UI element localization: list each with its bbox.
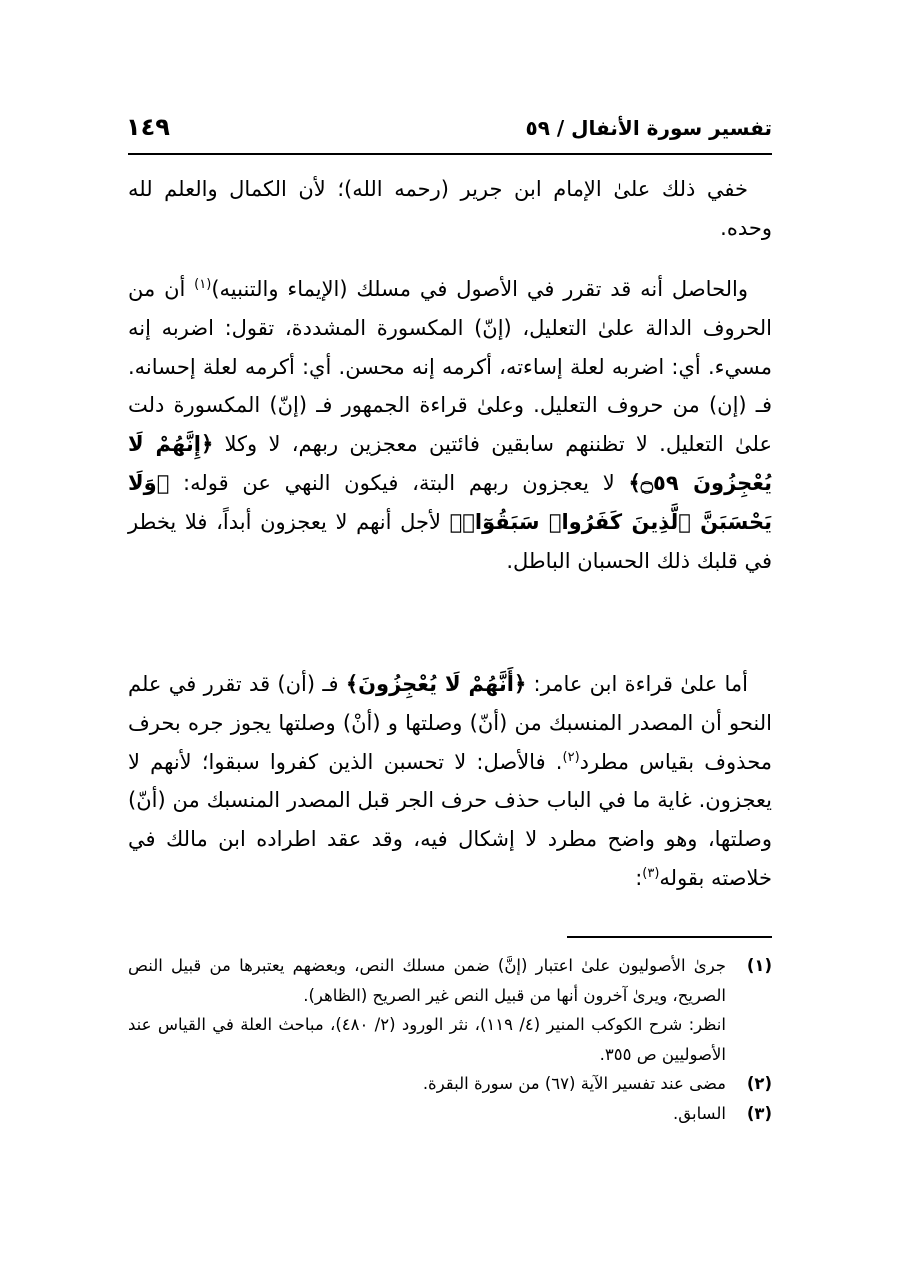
text-run: . فالأصل: لا تحسبن الذين كفروا سبقوا؛ لأنهم لا يعجزون. غاية ما في الباب حذف حرف الجر قبل المصدر المنسبك من (أنّ) وصلتها، وهو واضح مطرد لا إشكال فيه، وقد عقد اطراده ابن مالك في خلاصته بقوله (128, 749, 772, 890)
paragraph-2 (128, 270, 772, 580)
text-run: والحاصل أنه قد تقرر في الأصول في مسلك (الإيماء والتنبيه) (211, 277, 748, 301)
text-run: خفي ذلك علىٰ الإمام ابن جرير (رحمه الله)؛ لأن الكمال والعلم لله وحده. (128, 177, 772, 240)
paragraph-1 (128, 170, 772, 248)
footnote-number: (٢) (746, 1074, 772, 1093)
footnote-reference: انظر: شرح الكوكب المنير (٤/ ١١٩)، نثر الورود (٢/ ٤٨٠)، مباحث العلة في القياس عند الأصوليين ص ٣٥٥. (128, 1015, 726, 1064)
paragraph-3 (128, 665, 772, 898)
text-run: لأجل أنهم لا يعجزون أبداً، فلا يخطر في قلبك ذلك الحسبان الباطل. (128, 509, 772, 573)
footnote-number: (١) (746, 956, 772, 975)
footnote-text: مضى عند تفسير الآية (٦٧) من سورة البقرة. (422, 1074, 726, 1093)
footnote-3 (128, 1099, 772, 1129)
quran-quote: ﴿أَنَّهُمْ لَا يُعْجِزُونَ﴾ (345, 672, 527, 696)
footnote-marker: (٣) (642, 865, 660, 881)
footnote-marker: (٢) (562, 749, 580, 765)
text-run: أن من الحروف الدالة علىٰ التعليل، (إنّ) المكسورة المشددة، تقول: اضربه إنه مسيء. أي: اضربه لعلة إساءته، أكرمه إنه محسن. أي: أكرمه لعلة إحسانه. فـ (إن) من حروف التعليل. وعلىٰ قراءة الجمهور فـ (إنّ) المكسورة دلت علىٰ التعليل. لا تظننهم سابقين فائتين معجزين ربهم، لا وكلا (128, 277, 772, 457)
footnote-text: جرىٰ الأصوليون علىٰ اعتبار (إنَّ) ضمن مسلك النص، وبعضهم يعتبرها من قبيل النص الصريح، ويرىٰ آخرون أنها من قبيل النص غير الصريح (الظاهر). (128, 956, 726, 1005)
text-run: : (635, 865, 643, 890)
header-rule (128, 153, 772, 155)
quran-quote: ﴿إِنَّهُمْ لَا يُعْجِزُونَ ۝٥٩﴾ (128, 432, 773, 495)
running-header-title: تفسير سورة الأنفال / ٥٩ (525, 116, 772, 140)
footnote-text: السابق. (673, 1103, 726, 1123)
footnote-number: (٣) (746, 1103, 772, 1123)
page-number: ١٤٩ (126, 113, 170, 141)
text-run: أما علىٰ قراءة ابن عامر: (526, 672, 748, 696)
footnote-1 (128, 951, 772, 1069)
footnote-2 (128, 1069, 772, 1099)
footnotes (128, 951, 772, 1128)
footnote-rule (567, 936, 772, 938)
text-run: فـ (أن) قد تقرر في علم النحو أن المصدر المنسبك من (أنّ) وصلتها و (أنْ) وصلتها يجوز جره بحرف محذوف بقياس مطرد (128, 672, 773, 774)
footnote-marker: (١) (194, 277, 212, 292)
text-run: لا يعجزون ربهم البتة، فيكون النهي عن قوله: (169, 470, 629, 495)
quran-quote: ﴿وَلَا يَحْسَبَنَّ ٱلَّذِينَ كَفَرُوا۟ سَبَقُوٓا۟﴾ (128, 470, 773, 534)
